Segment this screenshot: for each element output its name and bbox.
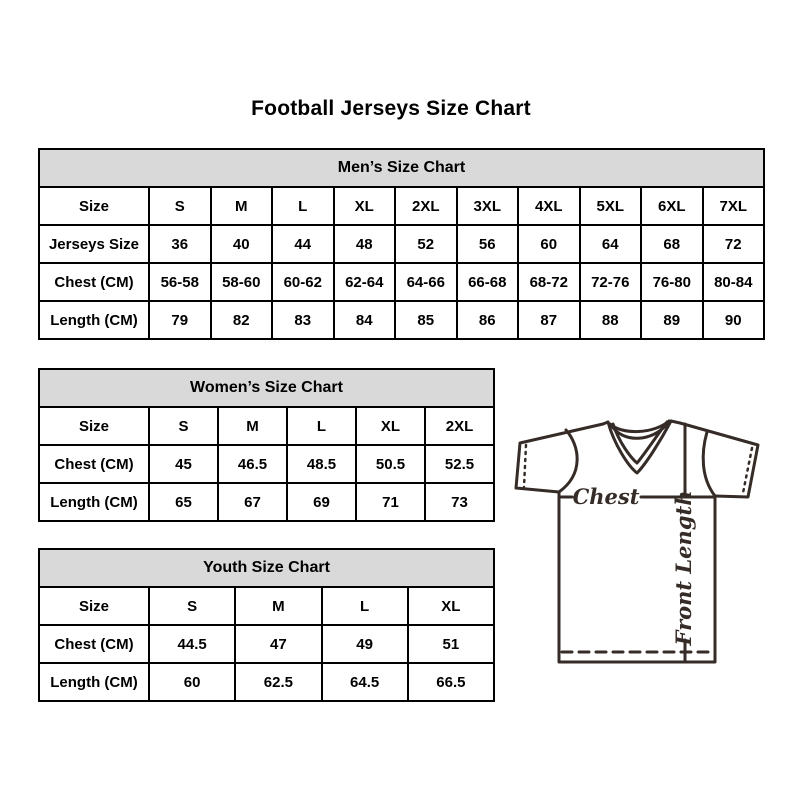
table-cell: S: [149, 407, 218, 445]
left-armhole-seam: [559, 430, 577, 492]
table-cell: M: [218, 407, 287, 445]
table-cell: 85: [395, 301, 457, 339]
jersey-diagram: [508, 408, 760, 670]
table-cell: 80-84: [703, 263, 765, 301]
table-cell: L: [322, 587, 408, 625]
row-label: Size: [39, 407, 149, 445]
mens-table-title: Men’s Size Chart: [39, 149, 764, 187]
table-row: [39, 587, 494, 625]
table-cell: 47: [235, 625, 321, 663]
table-cell: 7XL: [703, 187, 765, 225]
row-label: Chest (CM): [39, 445, 149, 483]
table-cell: 84: [334, 301, 396, 339]
table-cell: 82: [211, 301, 273, 339]
row-label: Chest (CM): [39, 263, 149, 301]
table-cell: 58-60: [211, 263, 273, 301]
table-row: [39, 445, 494, 483]
table-cell: M: [211, 187, 273, 225]
table-cell: L: [287, 407, 356, 445]
table-cell: 62.5: [235, 663, 321, 701]
table-cell: 52: [395, 225, 457, 263]
chest-label: Chest: [572, 484, 640, 509]
table-cell: 88: [580, 301, 642, 339]
table-cell: XL: [408, 587, 494, 625]
table-cell: 83: [272, 301, 334, 339]
table-row: [39, 225, 764, 263]
youth-table-title: Youth Size Chart: [39, 549, 494, 587]
table-cell: 44.5: [149, 625, 235, 663]
table-cell: XL: [334, 187, 396, 225]
table-cell: 76-80: [641, 263, 703, 301]
table-row: [39, 301, 764, 339]
table-cell: L: [272, 187, 334, 225]
jersey-outline: [516, 421, 758, 662]
table-header-row: [39, 549, 494, 587]
table-row: [39, 187, 764, 225]
front-length-label: Front Length: [671, 490, 696, 646]
table-cell: 79: [149, 301, 211, 339]
table-cell: 87: [518, 301, 580, 339]
table-cell: 60-62: [272, 263, 334, 301]
table-cell: 48: [334, 225, 396, 263]
table-row: [39, 483, 494, 521]
table-cell: 51: [408, 625, 494, 663]
table-cell: 50.5: [356, 445, 425, 483]
table-cell: 89: [641, 301, 703, 339]
table-cell: 48.5: [287, 445, 356, 483]
table-cell: 69: [287, 483, 356, 521]
womens-size-chart-table: [38, 368, 495, 522]
table-cell: 72: [703, 225, 765, 263]
youth-size-chart-table: [38, 548, 495, 702]
row-label: Jerseys Size: [39, 225, 149, 263]
table-row: [39, 663, 494, 701]
table-cell: M: [235, 587, 321, 625]
table-cell: 45: [149, 445, 218, 483]
table-cell: 66.5: [408, 663, 494, 701]
table-cell: XL: [356, 407, 425, 445]
table-cell: 56-58: [149, 263, 211, 301]
page-title: Football Jerseys Size Chart: [251, 97, 531, 120]
table-cell: 36: [149, 225, 211, 263]
row-label: Chest (CM): [39, 625, 149, 663]
row-label: Length (CM): [39, 663, 149, 701]
table-cell: 62-64: [334, 263, 396, 301]
table-cell: S: [149, 587, 235, 625]
table-cell: 72-76: [580, 263, 642, 301]
table-cell: 60: [149, 663, 235, 701]
table-cell: 46.5: [218, 445, 287, 483]
table-cell: 64: [580, 225, 642, 263]
table-cell: 56: [457, 225, 519, 263]
table-cell: 44: [272, 225, 334, 263]
table-cell: 65: [149, 483, 218, 521]
table-cell: 68-72: [518, 263, 580, 301]
row-label: Length (CM): [39, 483, 149, 521]
table-cell: 5XL: [580, 187, 642, 225]
table-header-row: [39, 369, 494, 407]
table-cell: 40: [211, 225, 273, 263]
table-cell: 73: [425, 483, 494, 521]
table-row: [39, 407, 494, 445]
table-cell: 86: [457, 301, 519, 339]
table-cell: 60: [518, 225, 580, 263]
table-cell: S: [149, 187, 211, 225]
table-cell: 64-66: [395, 263, 457, 301]
table-cell: 90: [703, 301, 765, 339]
table-cell: 52.5: [425, 445, 494, 483]
table-cell: 49: [322, 625, 408, 663]
table-cell: 66-68: [457, 263, 519, 301]
right-armhole-seam: [703, 432, 715, 496]
table-cell: 68: [641, 225, 703, 263]
table-row: [39, 625, 494, 663]
womens-table-title: Women’s Size Chart: [39, 369, 494, 407]
mens-size-chart-table: [38, 148, 765, 340]
table-cell: 3XL: [457, 187, 519, 225]
table-cell: 4XL: [518, 187, 580, 225]
table-cell: 71: [356, 483, 425, 521]
table-cell: 2XL: [425, 407, 494, 445]
left-cuff-stitch-dashed: [524, 445, 526, 487]
row-label: Size: [39, 587, 149, 625]
table-cell: 64.5: [322, 663, 408, 701]
row-label: Length (CM): [39, 301, 149, 339]
table-cell: 67: [218, 483, 287, 521]
table-header-row: [39, 149, 764, 187]
table-cell: 6XL: [641, 187, 703, 225]
table-cell: 2XL: [395, 187, 457, 225]
row-label: Size: [39, 187, 149, 225]
table-row: [39, 263, 764, 301]
